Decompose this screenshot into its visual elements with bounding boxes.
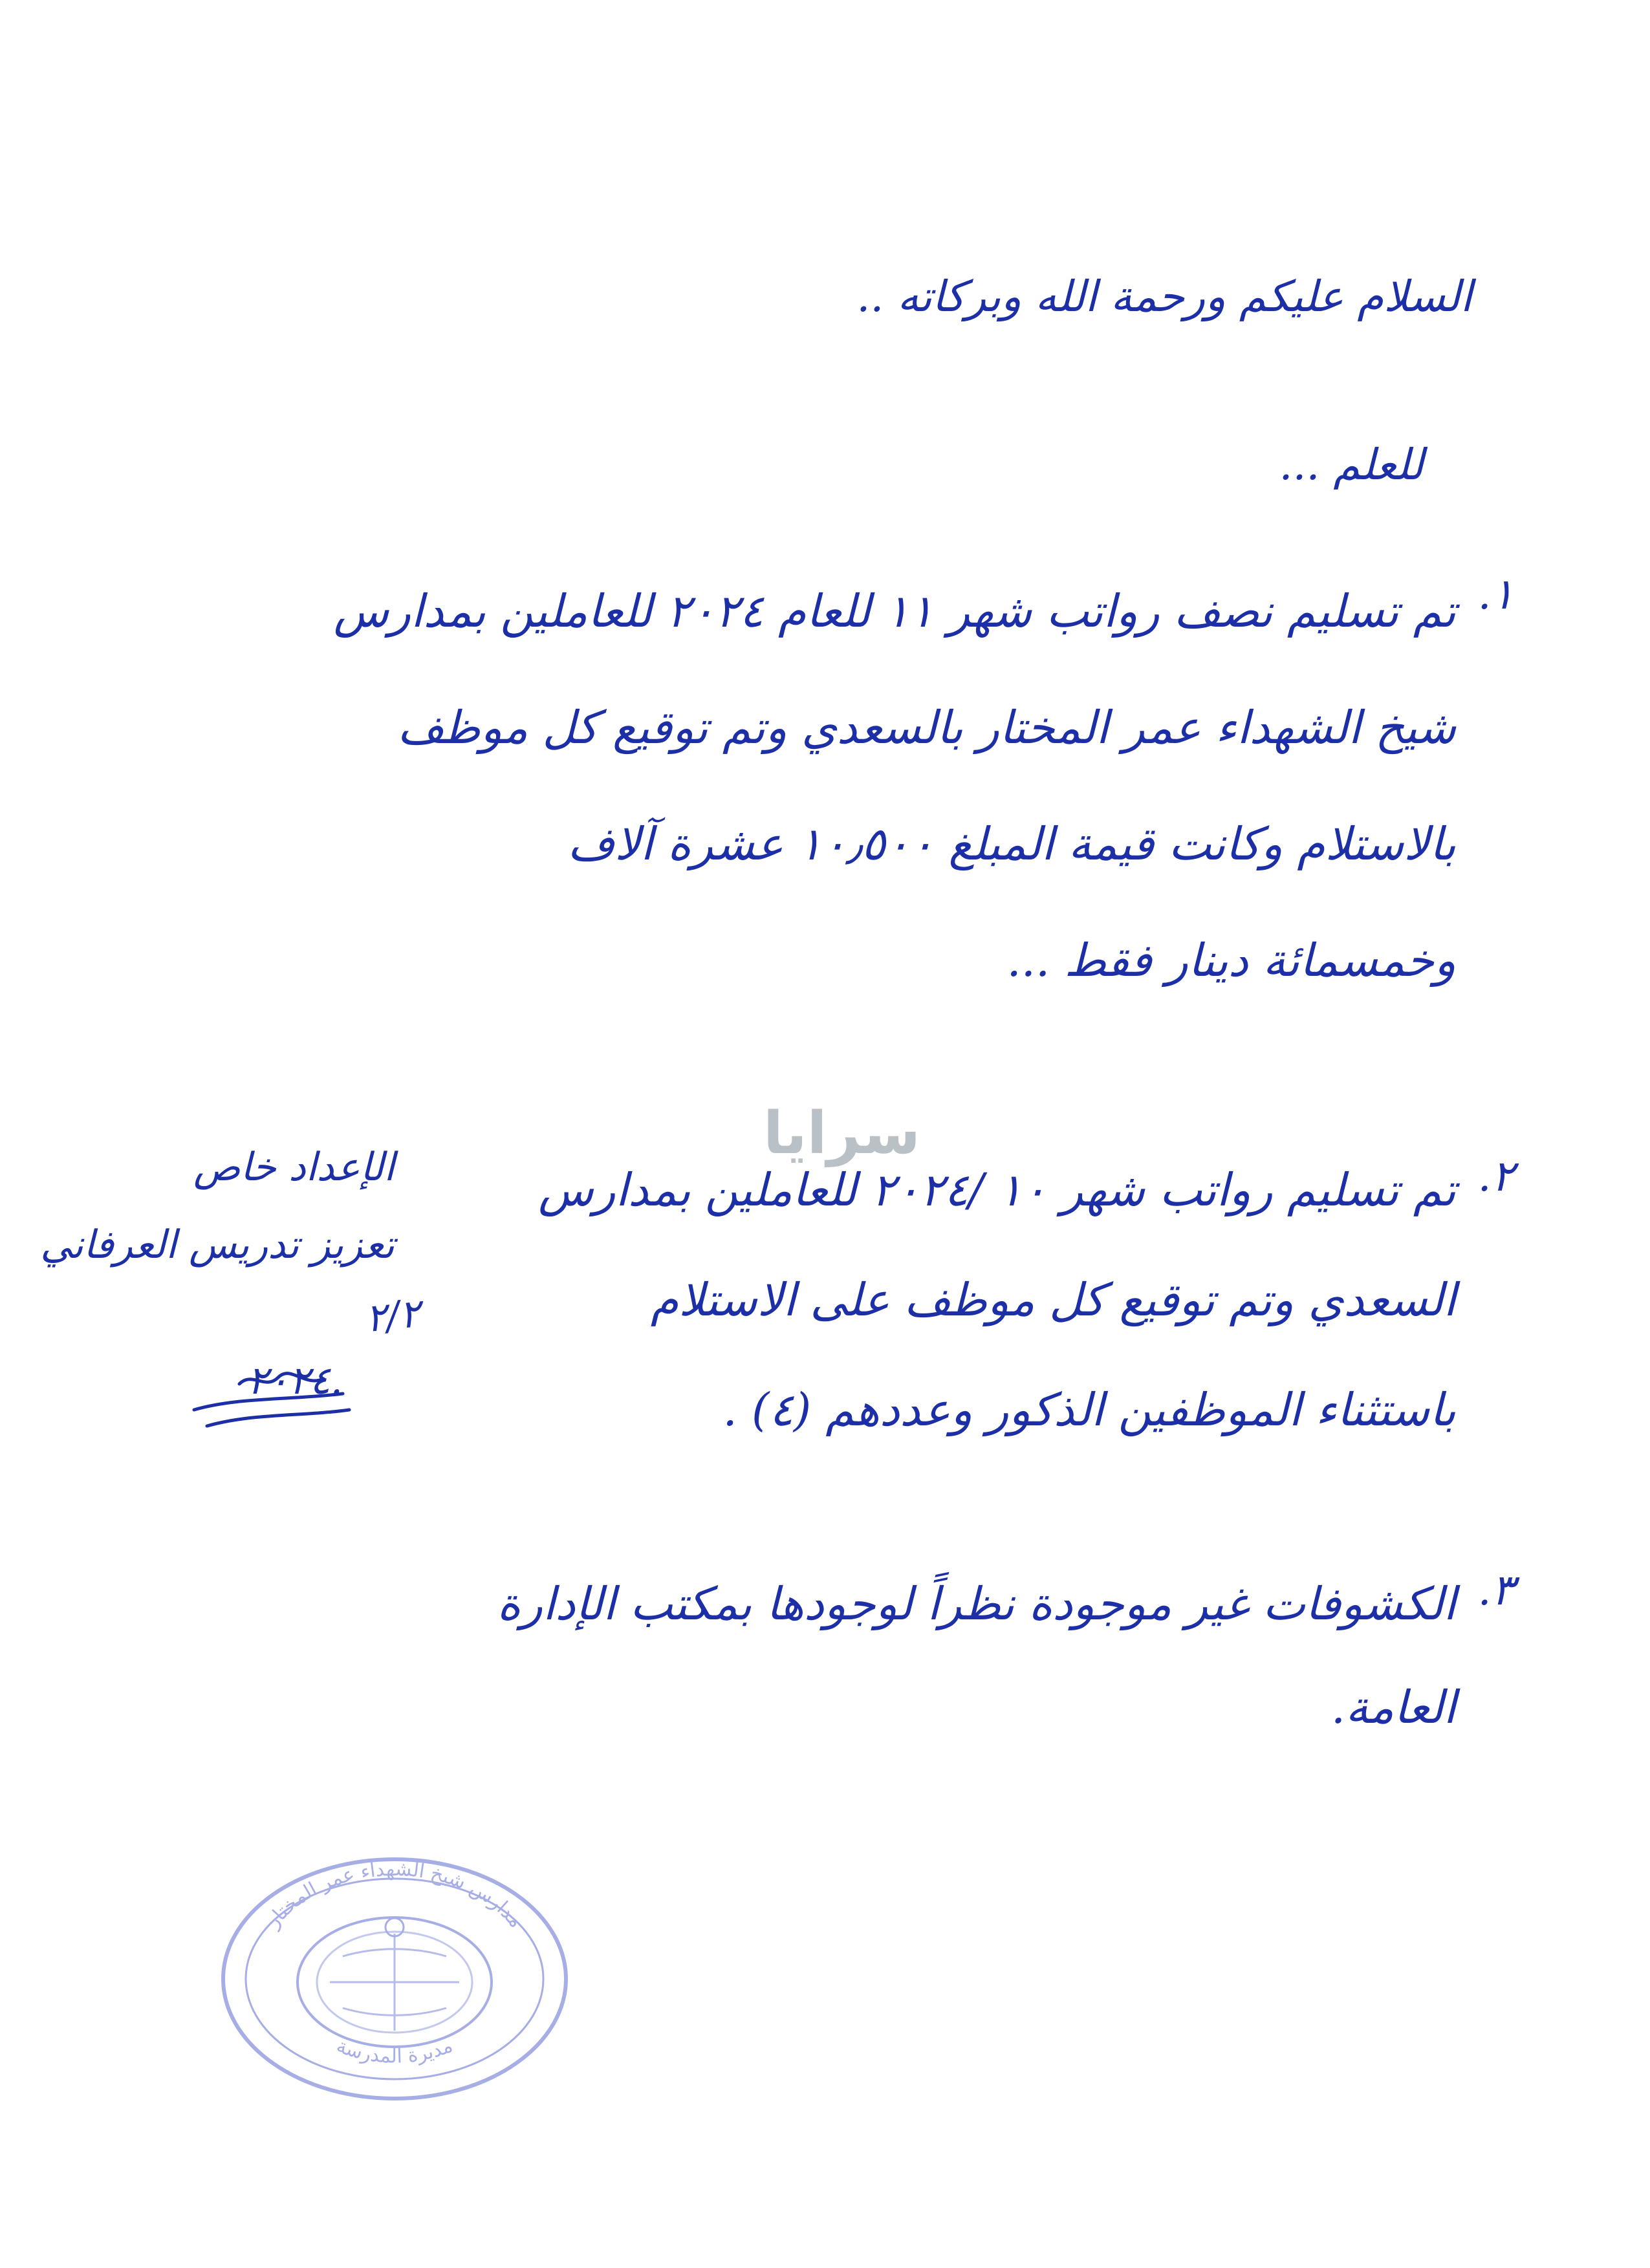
item-number: ١. [1477,569,1514,619]
signature-scribble [45,1138,420,1436]
item-number: ٢. [1477,1151,1514,1201]
item-line: السعدي وتم توقيع كل موظف على الاستلام [650,1273,1456,1326]
item-line: وخمسمائة دينار فقط ... [1006,934,1456,987]
item-number: ٣. [1477,1565,1514,1615]
item-line: الكشوفات غير موجودة نظراً لوجودها بمكتب الإدارة [497,1577,1456,1630]
list-item [98,569,1514,1035]
list-item [356,1565,1514,1772]
for-info-line: للعلم ... [1279,440,1424,490]
svg-text:مديرة المدرسة [333,2035,455,2068]
stamp-top-text: مدارس شيخ الشهداء عمر المختار [261,1857,528,1932]
item-line: تم تسليم نصف رواتب شهر ١١ للعام ٢٠٢٤ للعاملين بمدارس [333,585,1456,638]
note-line: تعزيز تدريس العرفاني [40,1222,395,1268]
svg-text:مدارس شيخ الشهداء عمر المختار [261,1858,527,1934]
item-line: العامة. [1330,1681,1456,1734]
note-line: الإعداد خاص [193,1145,395,1190]
item-line: باستثناء الموظفين الذكور وعددهم (٤) . [722,1383,1456,1436]
greeting: السلام عليكم ورحمة الله وبركاته .. [856,272,1472,321]
stamp-bottom-text: مديرة المدرسة [333,2034,456,2068]
note-line: ٢/٢ [363,1290,423,1342]
item-line: شيخ الشهداء عمر المختار بالسعدي وتم توقيع كل موظف [397,701,1456,754]
note-line: ٢٠٢٤. [247,1358,343,1403]
item-line: بالاستلام وكانت قيمة المبلغ ١٠٫٥٠٠ عشرة آلاف [567,817,1456,870]
school-stamp [213,1850,576,2108]
item-line: تم تسليم رواتب شهر ١٠ /٢٠٢٤ للعاملين بمدارس [538,1163,1456,1216]
list-item [518,1151,1514,1481]
watermark-logo: سرايا [763,1099,920,1167]
margin-note [40,1138,423,1436]
